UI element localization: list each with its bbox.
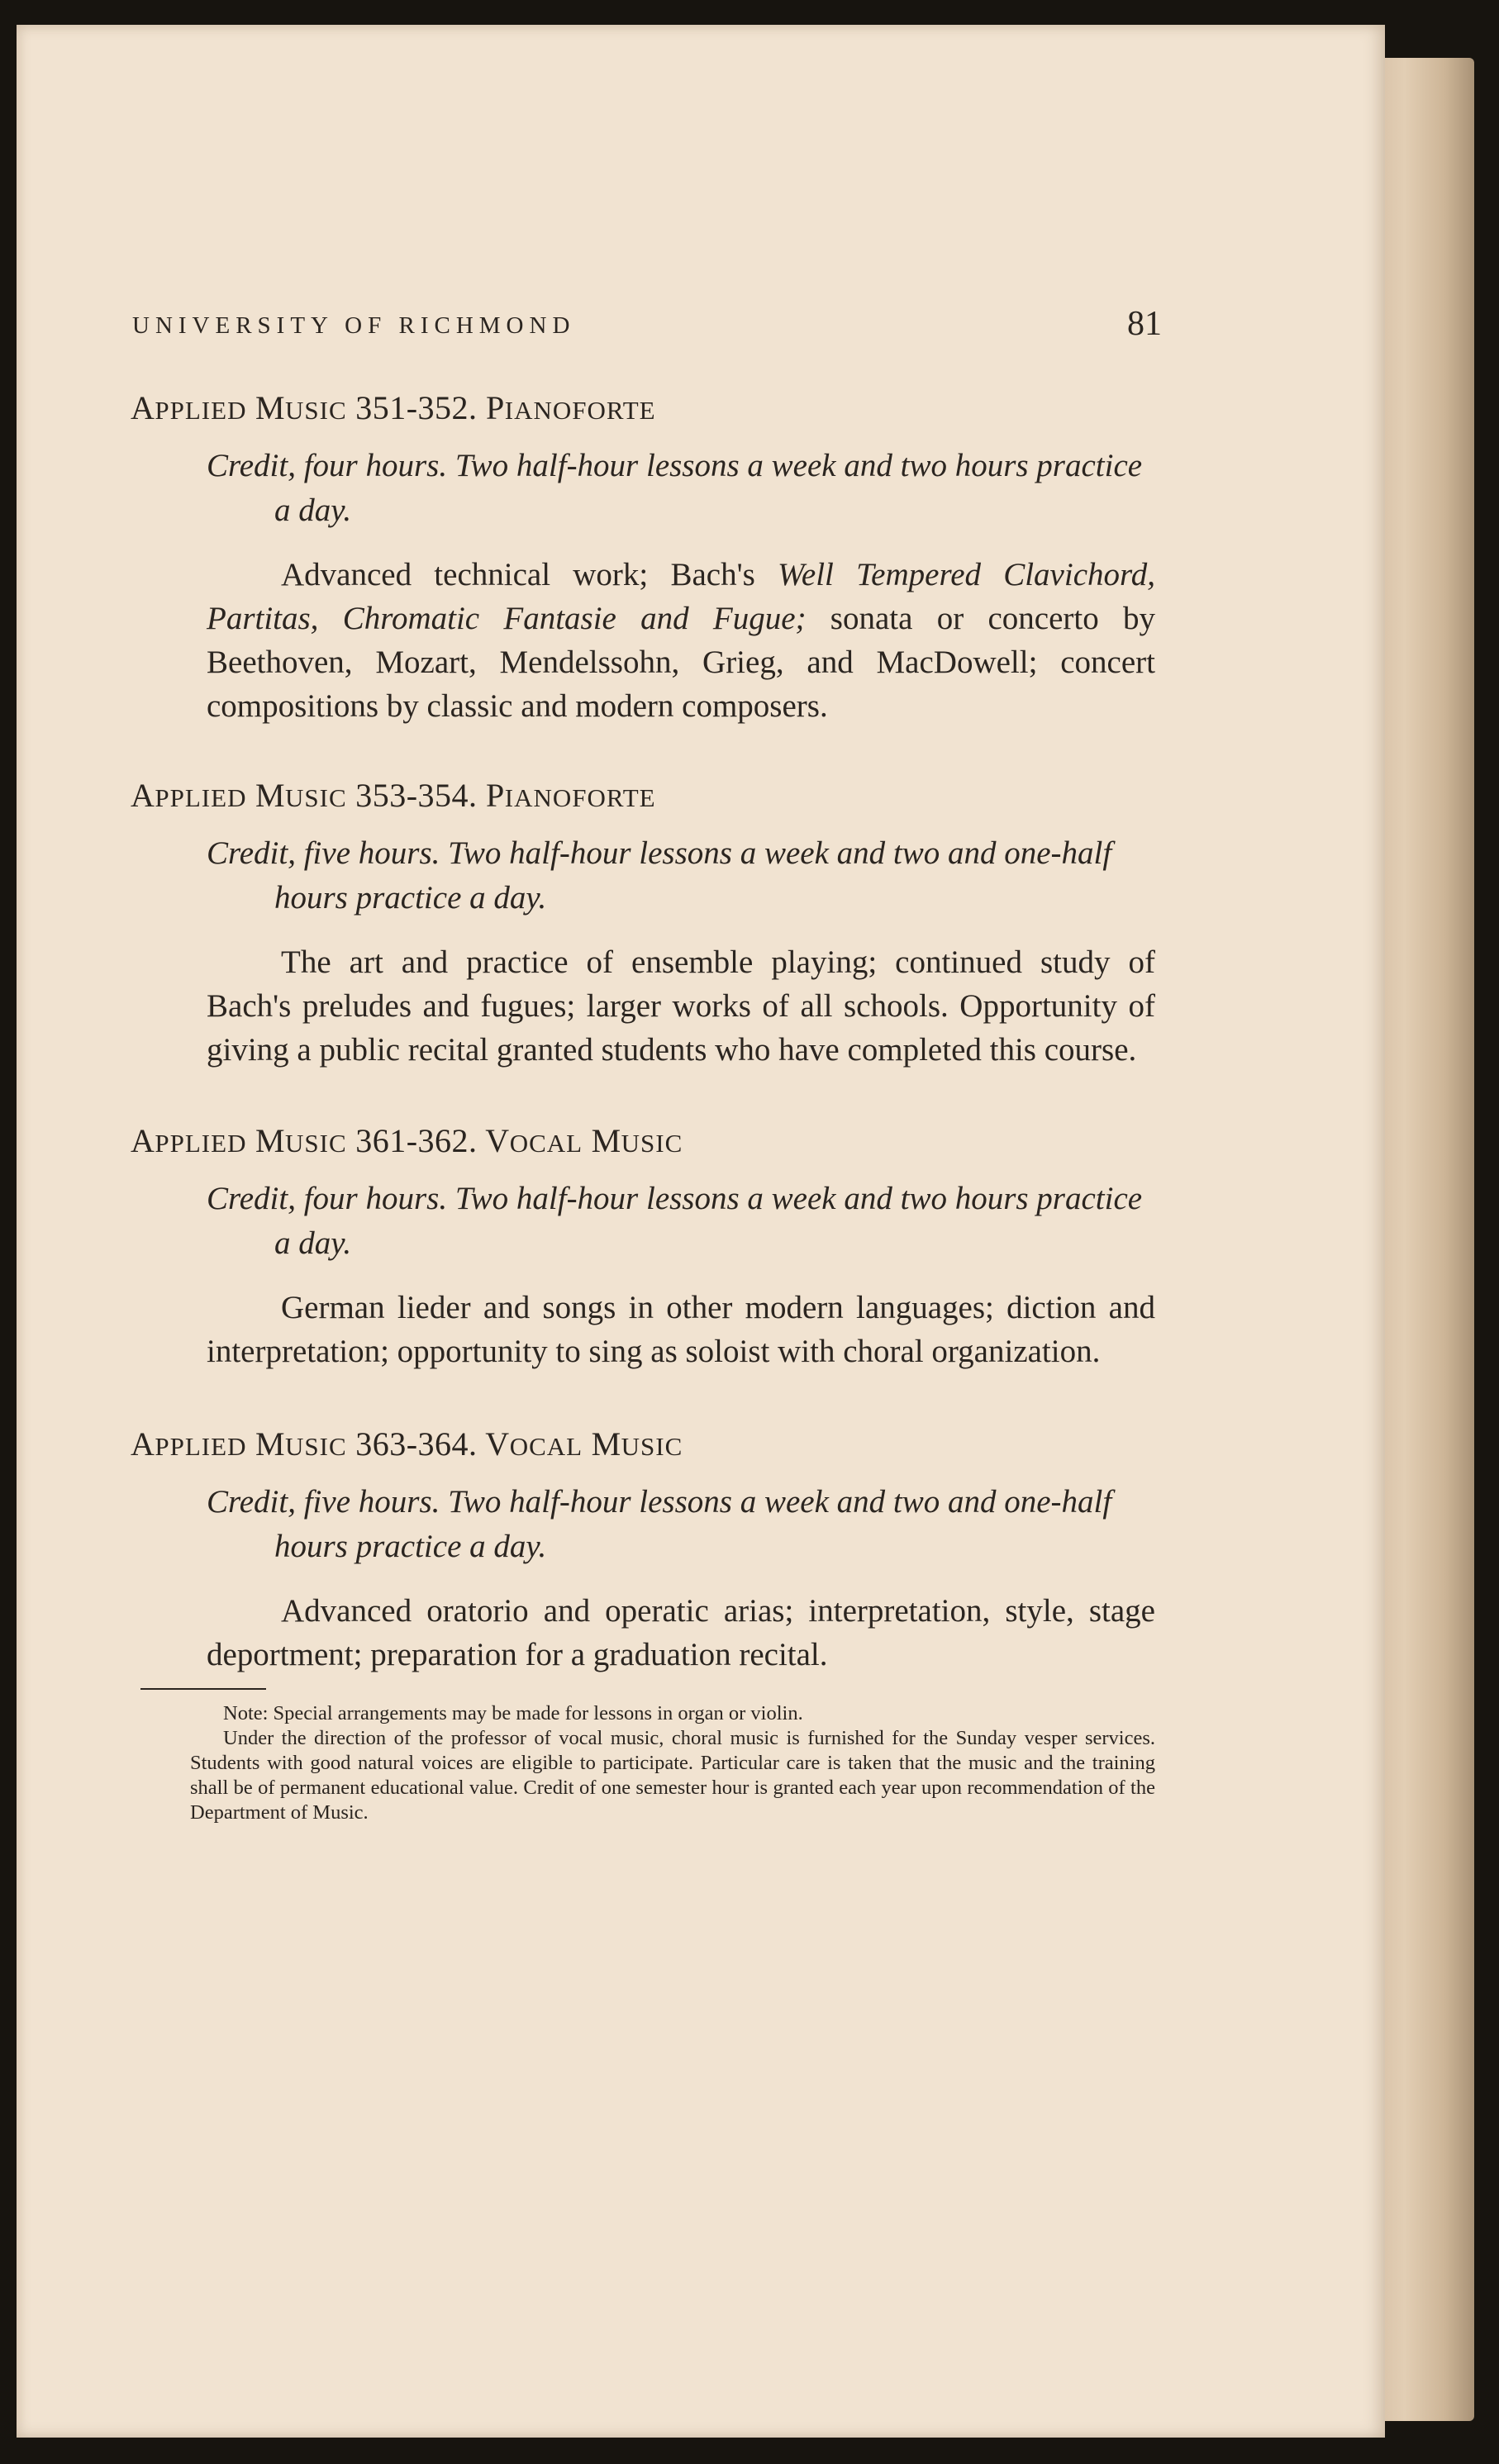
running-head: UNIVERSITY OF RICHMOND [132, 312, 576, 339]
book-page [17, 25, 1385, 2438]
footnote-body: Under the direction of the professor of vocal music, choral music is furnished for the Sunday vesper services. Students with good natural voices are eligible to participate. Particular care is taken that the music and the training shall be of permanent educational value. Credit of one semester hour is granted each year upon recommendation of the Department of Music. [190, 1727, 1155, 1824]
course-363-364 [122, 1423, 1155, 1677]
course-353-354 [122, 774, 1155, 1072]
course-description: The art and practice of ensemble playing; continued study of Bach's preludes and fugues; larger works of all schools. Opportunity of giving a public recital granted students who have completed this course. [207, 944, 1155, 1068]
course-361-362 [122, 1120, 1155, 1373]
course-credit: Credit, five hours. Two half-hour lessons a week and two and one-half hours practice a day. [207, 835, 1112, 916]
course-heading: APPLIED MUSIC 361-362. VOCAL MUSIC [131, 1122, 683, 1159]
course-heading: APPLIED MUSIC 363-364. VOCAL MUSIC [131, 1425, 683, 1463]
course-description: German lieder and songs in other modern languages; diction and interpretation; opportunity to sing as soloist with choral organization. [207, 1290, 1155, 1369]
page-number: 81 [1127, 305, 1162, 343]
page-edge [1375, 58, 1474, 2421]
course-credit: Credit, four hours. Two half-hour lessons a week and two hours practice a day. [207, 448, 1143, 528]
course-description: Advanced oratorio and operatic arias; interpretation, style, stage deportment; preparation for a graduation recital. [207, 1593, 1155, 1672]
course-description: Advanced technical work; Bach's Well Tempered Clavichord, Partitas, Chromatic Fantasie and Fugue; sonata or concerto by Beethoven, Mozart, Mendelssohn, Grieg, and MacDowell; concert compositions by classic and modern composers. [207, 557, 1155, 724]
course-heading: APPLIED MUSIC 353-354. PIANOFORTE [131, 777, 656, 814]
course-credit: Credit, four hours. Two half-hour lessons a week and two hours practice a day. [207, 1181, 1143, 1261]
course-351-352 [122, 387, 1155, 728]
course-heading: APPLIED MUSIC 351-352. PIANOFORTE [131, 389, 656, 426]
footnote-rule [140, 1688, 266, 1690]
course-credit: Credit, five hours. Two half-hour lessons a week and two and one-half hours practice a day. [207, 1484, 1112, 1564]
footnote [190, 1701, 1155, 1825]
footnote-note: Note: Special arrangements may be made for lessons in organ or violin. [223, 1702, 803, 1724]
page-header [122, 288, 1162, 362]
page-content [122, 288, 1162, 1825]
